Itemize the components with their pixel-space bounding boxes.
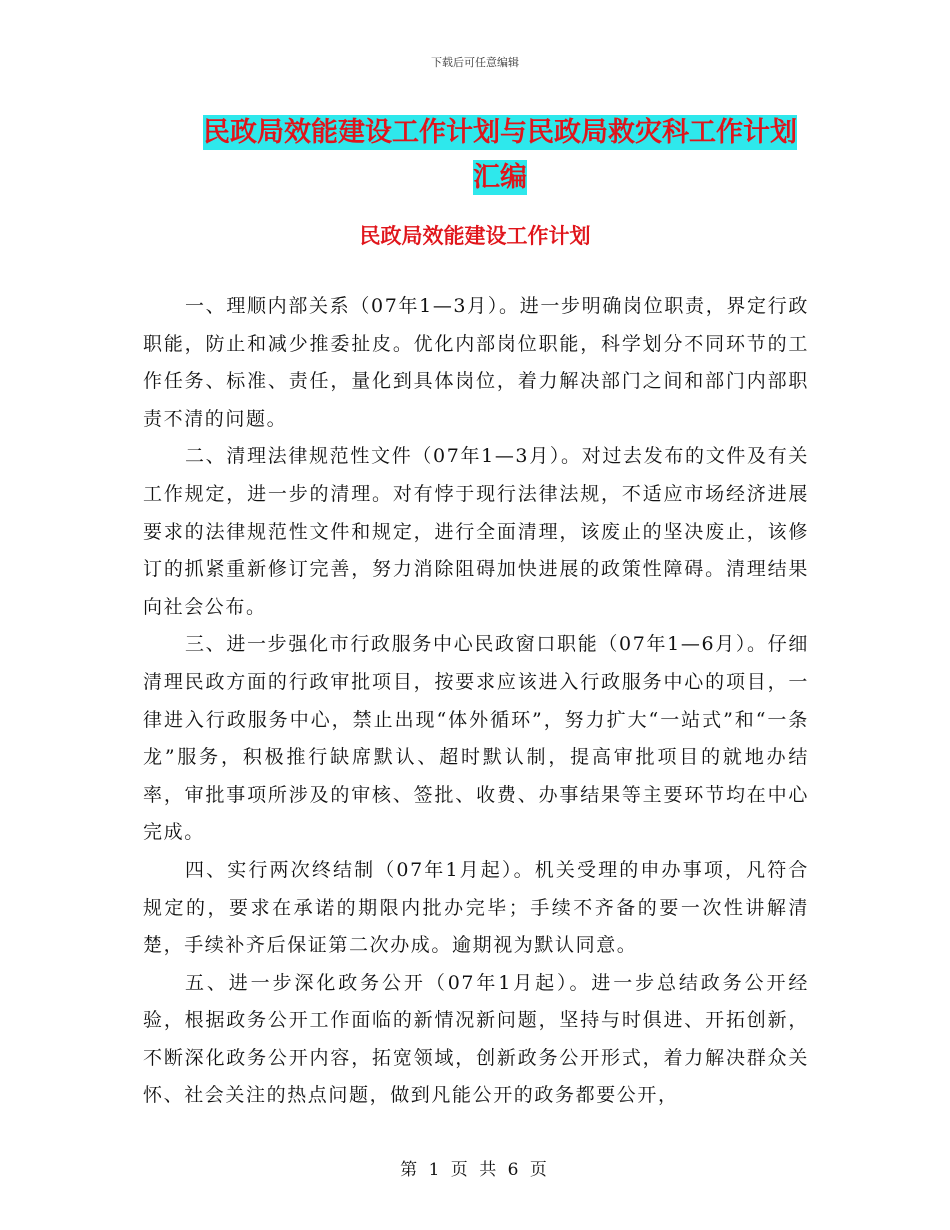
- page-number-footer: 第 1 页 共 6 页: [400, 1160, 550, 1180]
- page-header-note: 下载后可任意编辑: [431, 56, 519, 69]
- section-title: 民政局效能建设工作计划: [359, 224, 591, 248]
- paragraph-4: 四、实行两次终结制（07年1月起）。机关受理的申办事项，凡符合规定的，要求在承诺的期限内批办完毕；手续不齐备的要一次性讲解清楚，手续补齐后保证第二次办成。逾期视为默认同意。: [143, 858, 809, 957]
- paragraph-3: 三、进一步强化市行政服务中心民政窗口职能（07年1—6月）。仔细清理民政方面的行政审批项目，按要求应该进入行政服务中心的项目，一律进入行政服务中心，禁止出现“体外循环”，努力扩大“一站式”和“一条龙”服务，积极推行缺席默认、超时默认制，提高审批项目的就地办结率，审批事项所涉及的审核、签批、收费、办事结果等主要环节均在中心完成。: [143, 633, 809, 844]
- document-title-text: 民政局效能建设工作计划与民政局救灾科工作计划汇编: [203, 117, 797, 193]
- document-title: [190, 110, 810, 200]
- paragraph-1: 一、理顺内部关系（07年1—3月）。进一步明确岗位职责，界定行政职能，防止和减少推委扯皮。优化内部岗位职能，科学划分不同环节的工作任务、标准、责任，量化到具体岗位，着力解决部门之间和部门内部职责不清的问题。: [143, 295, 809, 430]
- paragraph-5: 五、进一步深化政务公开（07年1月起）。进一步总结政务公开经验，根据政务公开工作面临的新情况新问题，坚持与时俱进、开拓创新，不断深化政务公开内容，拓宽领域，创新政务公开形式，着力解决群众关怀、社会关注的热点问题，做到凡能公开的政务都要公开，: [143, 971, 809, 1107]
- paragraph-2: 二、清理法律规范性文件（07年1—3月）。对过去发布的文件及有关工作规定，进一步的清理。对有悖于现行法律法规，不适应市场经济进展要求的法律规范性文件和规定，进行全面清理，该废止的坚决废止，该修订的抓紧重新修订完善，努力消除阻碍加快进展的政策性障碍。清理结果向社会公布。: [143, 445, 809, 618]
- document-body: [143, 288, 809, 1115]
